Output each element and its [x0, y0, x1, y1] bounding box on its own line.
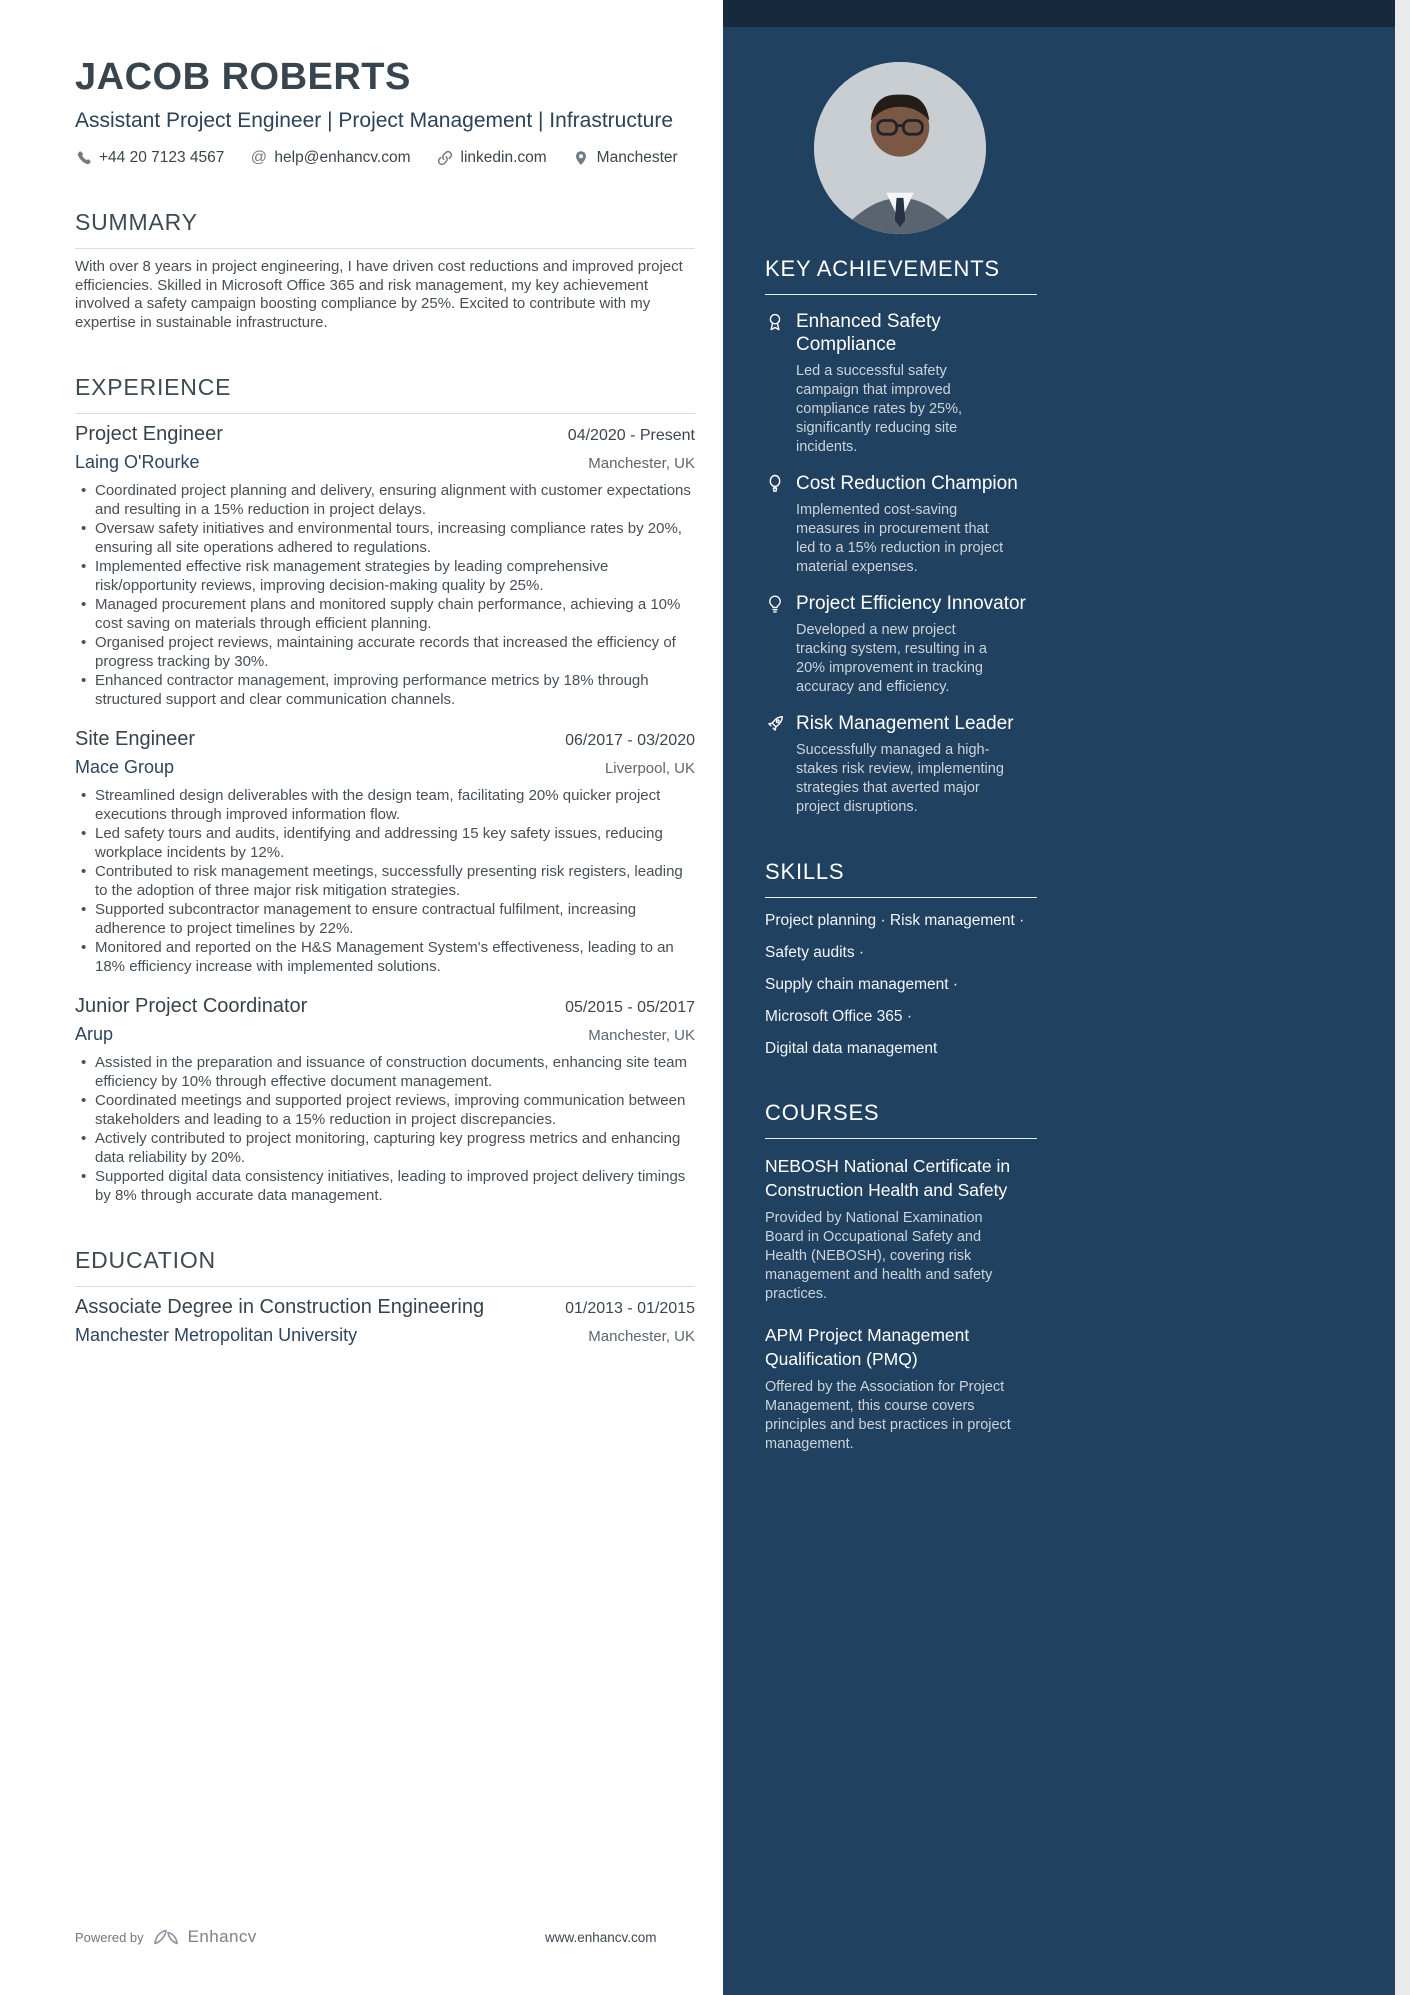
skills-section — [765, 859, 1037, 1058]
achievements-heading: KEY ACHIEVEMENTS — [765, 256, 1037, 295]
contact-email[interactable] — [250, 149, 410, 167]
profile-photo — [814, 62, 986, 234]
achievement-item — [765, 712, 1037, 817]
bullet: • Managed procurement plans and monitored supply chain performance, achieving a 10% cost saving on materials through efficient planning. — [75, 596, 695, 633]
bullet: • Enhanced contractor management, improving performance metrics by 18% through structured support and clear communication channels. — [75, 672, 695, 709]
bullet: • Monitored and reported on the H&S Management System's effectiveness, leading to an 18% efficiency increase with implemented solutions. — [75, 939, 695, 976]
courses-section — [765, 1100, 1037, 1454]
contact-phone — [75, 149, 224, 167]
experience-heading: EXPERIENCE — [75, 374, 695, 414]
course-description: Provided by National Examination Board in Occupational Safety and Health (NEBOSH), covering risk management and health and safety practices. — [765, 1210, 993, 1302]
job-bullets — [75, 482, 695, 709]
experience-entry — [75, 728, 695, 976]
bullet: • Implemented effective risk management strategies by leading comprehensive risk/opportunity reviews, improving decision-making quality by 25%. — [75, 558, 695, 595]
education-location: Manchester, UK — [588, 1328, 695, 1345]
bullet: • Oversaw safety initiatives and environmental tours, increasing compliance rates by 20%, ensuring all site operations adhered to regulations. — [75, 520, 695, 557]
achievement-description: Successfully managed a high-stakes risk review, implementing strategies that averted major project disruptions. — [796, 742, 1004, 815]
skill-line: Safety audits · — [765, 944, 865, 961]
job-bullets — [75, 1054, 695, 1205]
skills-heading: SKILLS — [765, 859, 1037, 898]
at-sign-icon: @ — [250, 149, 268, 166]
education-dates: 01/2013 - 01/2015 — [565, 1300, 695, 1317]
candidate-name: JACOB ROBERTS — [75, 56, 411, 98]
summary-section — [75, 209, 695, 332]
education-degree: Associate Degree in Construction Engineering — [75, 1296, 485, 1318]
course-title: NEBOSH National Certificate in Construction Health and Safety — [765, 1156, 1011, 1200]
course-item — [765, 1323, 1037, 1454]
achievement-title: Enhanced Safety Compliance — [796, 311, 941, 355]
link-icon — [437, 150, 454, 167]
job-dates: 04/2020 - Present — [567, 427, 695, 444]
contact-row — [75, 149, 695, 167]
achievement-description: Developed a new project tracking system, resulting in a 20% improvement in tracking accuracy and efficiency. — [796, 622, 987, 695]
contact-link[interactable] — [437, 149, 547, 167]
achievement-description: Led a successful safety campaign that improved compliance rates by 25%, significantly reducing site incidents. — [796, 363, 963, 455]
achievement-item — [765, 310, 1037, 457]
powered-by-label: Powered by — [75, 1929, 144, 1945]
bullet: • Led safety tours and audits, identifying and addressing 15 key safety issues, reducing workplace incidents by 12%. — [75, 825, 695, 862]
achievement-title: Risk Management Leader — [796, 713, 1014, 734]
job-company: Laing O'Rourke — [75, 452, 200, 472]
lightbulb-icon — [765, 592, 787, 614]
job-title: Junior Project Coordinator — [75, 995, 308, 1017]
achievement-title: Cost Reduction Champion — [796, 473, 1018, 494]
contact-link-value[interactable]: linkedin.com — [460, 149, 547, 166]
job-company: Arup — [75, 1024, 114, 1044]
bullet: • Supported digital data consistency initiatives, leading to improved project delivery timings by 8% through accurate data management. — [75, 1168, 695, 1205]
course-description: Offered by the Association for Project Management, this course covers principles and best practices in project management. — [765, 1379, 1011, 1452]
job-dates: 05/2015 - 05/2017 — [565, 999, 695, 1016]
experience-entry — [75, 423, 695, 709]
course-title: APM Project Management Qualification (PMQ) — [765, 1325, 970, 1369]
experience-section — [75, 374, 695, 1205]
bullet: • Organised project reviews, maintaining accurate records that increased the efficiency of progress tracking by 30%. — [75, 634, 695, 671]
courses-heading: COURSES — [765, 1100, 1037, 1139]
sidebar — [723, 0, 1395, 1995]
contact-phone-value: +44 20 7123 4567 — [99, 149, 225, 166]
job-title: Site Engineer — [75, 728, 196, 750]
rocket-icon — [765, 712, 787, 734]
enhancv-logo — [153, 1928, 179, 1946]
website-link[interactable]: www.enhancv.com — [545, 1930, 657, 1945]
skill-line: Project planning · Risk management · — [765, 912, 1025, 929]
course-item — [765, 1154, 1037, 1304]
balloon-icon — [765, 472, 787, 494]
experience-entry — [75, 995, 695, 1205]
location-pin-icon — [573, 150, 590, 167]
achievement-item — [765, 472, 1037, 577]
sidebar-top-band — [723, 0, 1395, 27]
job-title: Project Engineer — [75, 423, 223, 445]
education-section — [75, 1247, 695, 1346]
phone-icon — [75, 150, 92, 167]
job-dates: 06/2017 - 03/2020 — [565, 732, 695, 749]
job-location: Manchester, UK — [588, 455, 695, 472]
job-bullets — [75, 787, 695, 976]
bullet: • Actively contributed to project monitoring, capturing key progress metrics and enhancing data reliability by 20%. — [75, 1130, 695, 1167]
ribbon-award-icon — [765, 310, 787, 332]
contact-email-value[interactable]: help@enhancv.com — [274, 149, 411, 166]
contact-location-value: Manchester — [596, 149, 678, 166]
bullet: • Coordinated project planning and delivery, ensuring alignment with customer expectations and resulting in a 15% reduction in project delays. — [75, 482, 695, 519]
skill-line: Supply chain management · — [765, 976, 959, 993]
bullet: • Contributed to risk management meetings, successfully presenting risk registers, leading to the adoption of three major risk mitigation strategies. — [75, 863, 695, 900]
skill-line: Digital data management — [765, 1040, 938, 1057]
achievements-section — [765, 256, 1037, 817]
powered-by[interactable] — [75, 1927, 257, 1947]
job-location: Liverpool, UK — [604, 760, 695, 777]
contact-location — [573, 149, 678, 167]
bullet: • Supported subcontractor management to ensure contractual fulfilment, increasing adherence to project timelines by 22%. — [75, 901, 695, 938]
job-location: Manchester, UK — [588, 1027, 695, 1044]
achievement-description: Implemented cost-saving measures in procurement that led to a 15% reduction in project material expenses. — [796, 502, 1004, 575]
brand-name: Enhancv — [187, 1927, 257, 1946]
bullet: • Streamlined design deliverables with the design team, facilitating 20% quicker project executions through improved information flow. — [75, 787, 695, 824]
summary-text: With over 8 years in project engineering, I have driven cost reductions and improved project efficiencies. Skilled in Microsoft Office 365 and risk management, my key achievement involved a safety campaign boosting compliance by 25%. Excited to contribute with my expertise in sustainable infrastructure. — [75, 258, 683, 331]
achievement-title: Project Efficiency Innovator — [796, 593, 1026, 614]
education-school: Manchester Metropolitan University — [75, 1325, 358, 1345]
job-headline: Assistant Project Engineer | Project Management | Infrastructure — [75, 109, 674, 132]
education-heading: EDUCATION — [75, 1247, 695, 1287]
bullet: • Assisted in the preparation and issuance of construction documents, enhancing site team efficiency by 10% through effective document management. — [75, 1054, 695, 1091]
bullet: • Coordinated meetings and supported project reviews, improving communication between stakeholders and leading to a 15% reduction in project discrepancies. — [75, 1092, 695, 1129]
summary-heading: SUMMARY — [75, 209, 695, 249]
job-company: Mace Group — [75, 757, 175, 777]
skill-line: Microsoft Office 365 · — [765, 1008, 913, 1025]
achievement-item — [765, 592, 1037, 697]
